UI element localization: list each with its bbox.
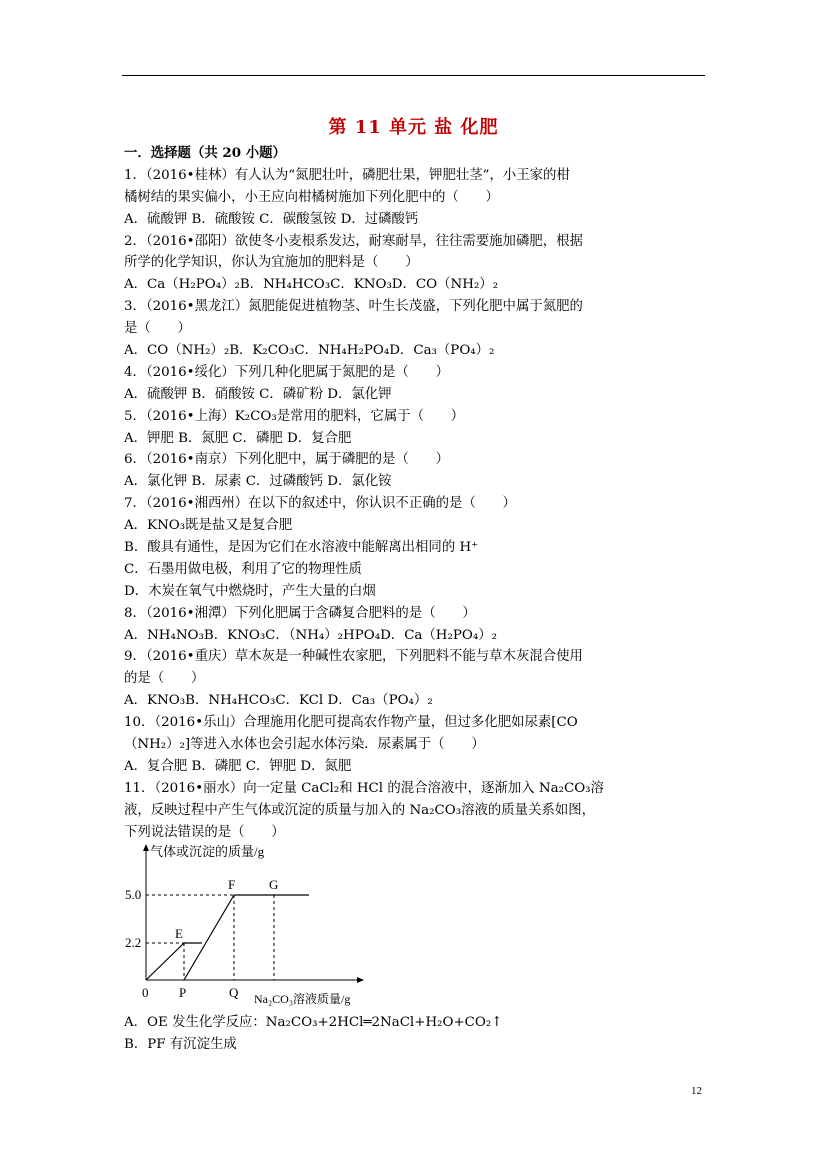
question-line: 5．（2016•上海）K₂CO₃是常用的肥料，它属于（ ） bbox=[124, 408, 465, 424]
question-line: 1．（2016•桂林）有人认为“氮肥壮叶，磷肥壮果，钾肥壮茎”，小王家的柑 bbox=[124, 167, 570, 183]
origin-label: 0 bbox=[142, 985, 149, 1000]
x-axis-label: Na₂CO₃溶液质量/g bbox=[254, 992, 351, 1006]
option-line: A．KNO₃B．NH₄HCO₃C．KCl D．Ca₃（PO₄）₂ bbox=[124, 693, 433, 709]
option-line: D．木炭在氧气中燃烧时，产生大量的白烟 bbox=[124, 583, 376, 599]
page-number: 12 bbox=[691, 1085, 702, 1097]
question-list-continued bbox=[124, 1012, 704, 1056]
option-line: B．酸具有通性，是因为它们在水溶液中能解离出相同的 H⁺ bbox=[124, 540, 479, 556]
point-label-G: G bbox=[269, 877, 279, 892]
y-axis-label: 气体或沉淀的质量/g bbox=[150, 844, 265, 859]
question-line: 液，反映过程中产生气体或沉淀的质量与加入的 Na₂CO₃溶液的质量关系如图， bbox=[124, 802, 596, 818]
option-line: A．NH₄NO₃B．KNO₃C．（NH₄）₂HPO₄D．Ca（H₂PO₄）₂ bbox=[124, 627, 497, 643]
y-axis-arrow bbox=[143, 844, 149, 851]
option-line: A．Ca（H₂PO₄）₂B．NH₄HCO₃C．KNO₃D．CO（NH₂）₂ bbox=[124, 277, 499, 293]
question-line: 4．（2016•绥化）下列几种化肥属于氮肥的是（ ） bbox=[124, 364, 449, 380]
segment-OE bbox=[146, 943, 184, 980]
question-line: 8．（2016•湘潭）下列化肥属于含磷复合肥料的是（ ） bbox=[124, 605, 476, 621]
header-rule bbox=[122, 75, 705, 76]
x-axis-arrow bbox=[357, 977, 364, 983]
option-line: A．钾肥 B．氮肥 C．磷肥 D．复合肥 bbox=[124, 430, 352, 446]
question-line: 3．（2016•黑龙江）氮肥能促进植物茎、叶生长茂盛，下列化肥中属于氮肥的 bbox=[124, 299, 583, 315]
option-line: A．KNO₃既是盐又是复合肥 bbox=[124, 518, 293, 534]
question-line: 的是（ ） bbox=[124, 671, 205, 687]
question-line: 10．（2016•乐山）合理施用化肥可提高农作物产量，但过多化肥如尿素[CO bbox=[124, 715, 578, 731]
option-line: A．CO（NH₂）₂B．K₂CO₃C．NH₄H₂PO₄D．Ca₃（PO₄）₂ bbox=[124, 343, 495, 359]
option-line: A．硫酸钾 B．硫酸铵 C．碳酸氢铵 D．过磷酸钙 bbox=[124, 211, 419, 227]
question-list bbox=[124, 143, 704, 844]
option-line: A．氯化钾 B．尿素 C．过磷酸钙 D．氯化铵 bbox=[124, 474, 392, 490]
segment-PF bbox=[184, 895, 234, 980]
question-line: 11．（2016•丽水）向一定量 CaCl₂和 HCl 的混合溶液中，逐渐加入 Na₂CO₃溶 bbox=[124, 780, 604, 796]
point-label-F: F bbox=[228, 877, 236, 892]
point-label-E: E bbox=[175, 926, 183, 941]
page-title: 第 11 单元 盐 化肥 bbox=[328, 117, 499, 138]
option-line: A．硫酸钾 B．硝酸铵 C．磷矿粉 D．氯化钾 bbox=[124, 386, 392, 402]
option-line: A．复合肥 B．磷肥 C．钾肥 D．氮肥 bbox=[124, 758, 352, 774]
question-line: （NH₂）₂]等进入水体也会引起水体污染．尿素属于（ ） bbox=[124, 737, 485, 753]
question-line: 2．（2016•邵阳）欲使冬小麦根系发达，耐寒耐旱，往往需要施加磷肥，根据 bbox=[124, 233, 583, 249]
option-line: C．石墨用做电极，利用了它的物理性质 bbox=[124, 561, 362, 577]
y-tick-label: 2.2 bbox=[125, 935, 142, 950]
question-line: 9．（2016•重庆）草木灰是一种碱性农家肥，下列肥料不能与草木灰混合使用 bbox=[124, 649, 583, 665]
question-line: 橘树结的果实偏小，小王应向柑橘树施加下列化肥中的（ ） bbox=[124, 189, 499, 205]
question-line: 下列说法错误的是（ ） bbox=[124, 824, 285, 840]
x-tick-label: Q bbox=[229, 985, 239, 1000]
option-line: A．OE 发生化学反应：Na₂CO₃+2HCl═2NaCl+H₂O+CO₂↑ bbox=[124, 1015, 503, 1030]
section-heading: 一．选择题（共 20 小题） bbox=[124, 145, 286, 161]
question-line: 是（ ） bbox=[124, 321, 191, 337]
option-line: B．PF 有沉淀生成 bbox=[124, 1036, 237, 1052]
question-line: 6．（2016•南京）下列化肥中，属于磷肥的是（ ） bbox=[124, 452, 449, 468]
question-line: 7．（2016•湘西州）在以下的叙述中，你认识不正确的是（ ） bbox=[124, 496, 516, 512]
x-tick-label: P bbox=[179, 985, 187, 1000]
y-tick-label: 5.0 bbox=[125, 887, 142, 902]
question-line: 所学的化学知识，你认为宜施加的肥料是（ ） bbox=[124, 255, 419, 271]
mass-graph bbox=[124, 840, 384, 1010]
